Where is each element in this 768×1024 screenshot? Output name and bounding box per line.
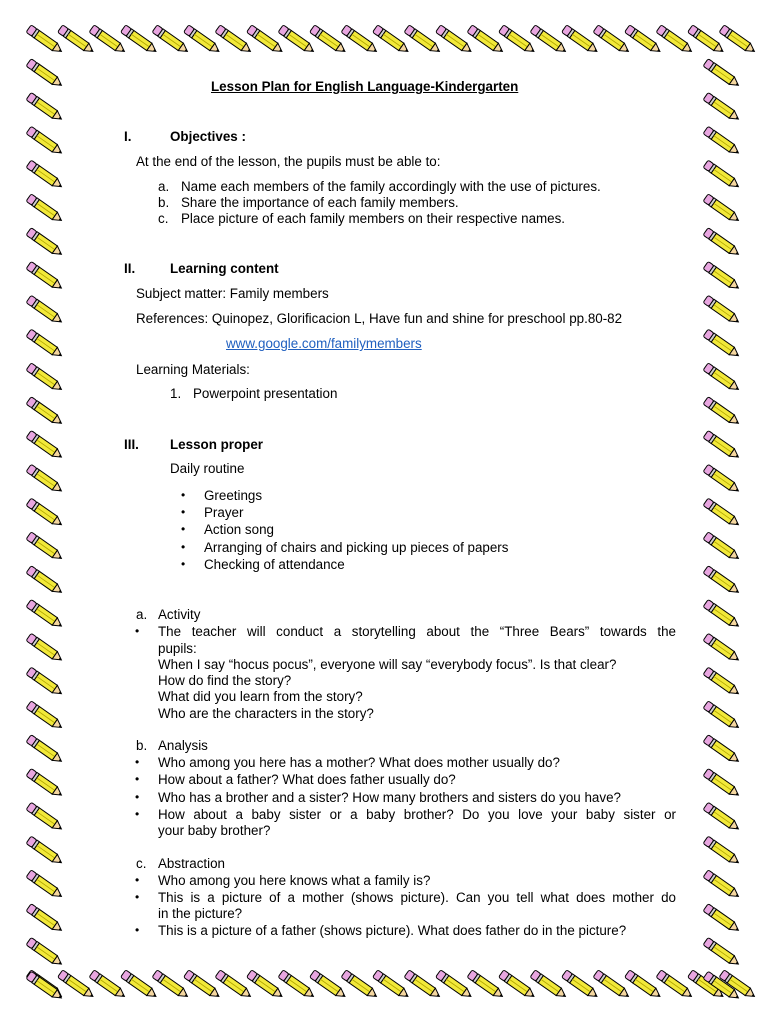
routine-item: Arranging of chairs and picking up pieces of papers — [204, 540, 509, 555]
bullet: • — [135, 807, 140, 821]
activity-marker: a. — [136, 607, 148, 622]
section-3-heading: Lesson proper — [170, 437, 264, 452]
bullet: • — [135, 755, 140, 769]
bullet: • — [135, 890, 140, 904]
reference-link[interactable]: www.google.com/familymembers — [226, 336, 422, 351]
activity-text: pupils: — [158, 641, 197, 656]
activity-text: When I say “hocus pocus”, everyone will say “everybody focus”. Is that clear? — [158, 657, 617, 672]
bullet: • — [181, 488, 186, 502]
analysis-marker: b. — [136, 738, 148, 753]
material-item: Powerpoint presentation — [193, 386, 338, 401]
analysis-question: How about a father? What does father usually do? — [158, 772, 456, 787]
bullet: • — [135, 923, 140, 937]
materials-label: Learning Materials: — [136, 362, 250, 377]
references: References: Quinopez, Glorificacion L, Have fun and shine for preschool pp.80-82 — [136, 311, 623, 326]
abstraction-question: This is a picture of a mother (shows picture). Can you tell what does mother do — [158, 890, 676, 905]
routine-item: Greetings — [204, 488, 263, 503]
section-3-numeral: III. — [124, 437, 139, 452]
abstraction-question: This is a picture of a father (shows picture). What does father do in the picture? — [158, 923, 627, 938]
objective-marker: a. — [158, 179, 170, 194]
activity-text: The teacher will conduct a storytelling about the “Three Bears” towards the — [158, 624, 676, 639]
activity-label: Activity — [158, 607, 201, 622]
analysis-question: your baby brother? — [158, 823, 271, 838]
bullet: • — [181, 557, 186, 571]
bullet: • — [181, 540, 186, 554]
routine-item: Prayer — [204, 505, 244, 520]
subject-matter: Subject matter: Family members — [136, 286, 329, 301]
analysis-question: Who has a brother and a sister? How many brothers and sisters do you have? — [158, 790, 621, 805]
daily-routine-label: Daily routine — [170, 461, 245, 476]
objective-item: Place picture of each family members on their respective names. — [181, 211, 566, 226]
analysis-question: How about a baby sister or a baby brother? Do you love your baby sister or — [158, 807, 676, 822]
abstraction-marker: c. — [136, 856, 147, 871]
document-title: Lesson Plan for English Language-Kindergarten — [211, 79, 519, 94]
bullet: • — [135, 624, 140, 638]
objectives-intro: At the end of the lesson, the pupils must be able to: — [136, 154, 441, 169]
routine-item: Action song — [204, 522, 274, 537]
section-1-heading: Objectives : — [170, 129, 246, 144]
section-1-numeral: I. — [124, 129, 132, 144]
activity-text: What did you learn from the story? — [158, 689, 363, 704]
analysis-question: Who among you here has a mother? What does mother usually do? — [158, 755, 560, 770]
analysis-label: Analysis — [158, 738, 208, 753]
section-2-numeral: II. — [124, 261, 136, 276]
objective-item: Name each members of the family accordingly with the use of pictures. — [181, 179, 601, 194]
abstraction-question: in the picture? — [158, 906, 243, 921]
bullet: • — [135, 790, 140, 804]
bullet: • — [135, 873, 140, 887]
objective-item: Share the importance of each family members. — [181, 195, 459, 210]
material-marker: 1. — [170, 386, 182, 401]
bullet: • — [181, 522, 186, 536]
objective-marker: b. — [158, 195, 170, 210]
objective-marker: c. — [158, 211, 169, 226]
bullet: • — [181, 505, 186, 519]
abstraction-label: Abstraction — [158, 856, 225, 871]
abstraction-question: Who among you here knows what a family is? — [158, 873, 431, 888]
routine-item: Checking of attendance — [204, 557, 345, 572]
section-2-heading: Learning content — [170, 261, 279, 276]
activity-text: Who are the characters in the story? — [158, 706, 374, 721]
bullet: • — [135, 772, 140, 786]
activity-text: How do find the story? — [158, 673, 292, 688]
